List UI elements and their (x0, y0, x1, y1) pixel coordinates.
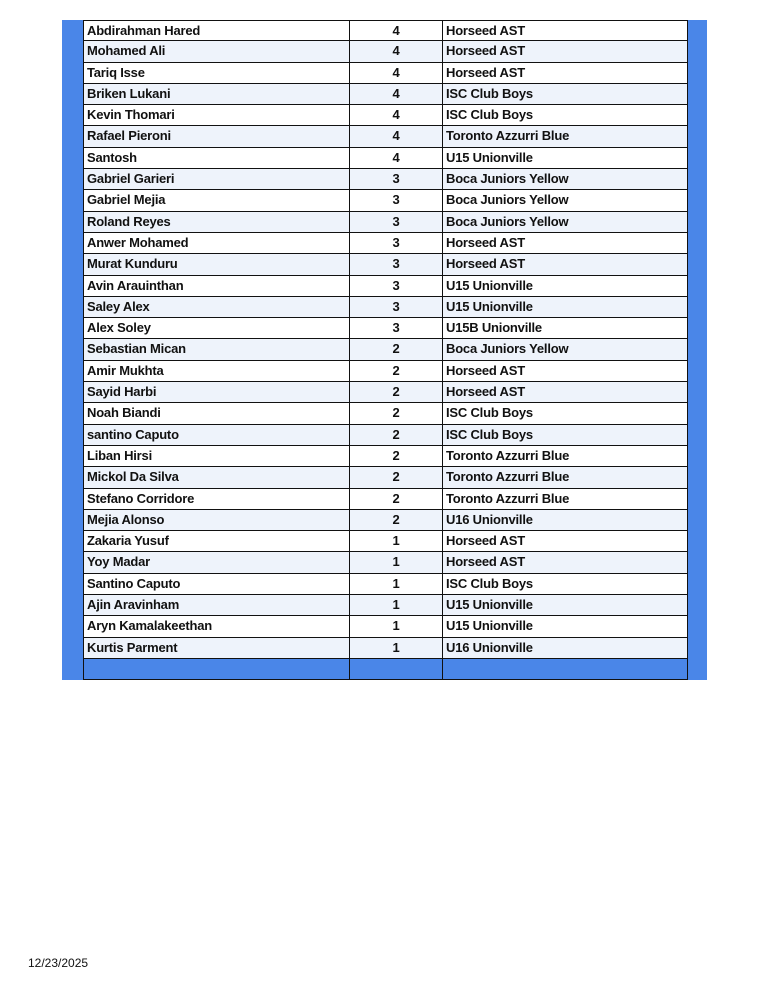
player-name-cell: Zakaria Yusuf (84, 531, 350, 552)
table-row (62, 403, 707, 424)
team-cell: Horseed AST (443, 63, 688, 84)
player-name-cell: santino Caputo (84, 425, 350, 446)
row-gutter-left (62, 489, 84, 510)
team-cell: Horseed AST (443, 552, 688, 573)
row-gutter-left (62, 318, 84, 339)
row-gutter-left (62, 190, 84, 211)
team-cell: U16 Unionville (443, 638, 688, 659)
team-cell: U15 Unionville (443, 595, 688, 616)
table-row (62, 446, 707, 467)
row-gutter-right (688, 84, 707, 105)
row-gutter-left (62, 403, 84, 424)
row-gutter-right (688, 510, 707, 531)
row-gutter-right (688, 531, 707, 552)
row-gutter-left (62, 446, 84, 467)
player-name-cell: Avin Arauinthan (84, 276, 350, 297)
team-cell: ISC Club Boys (443, 425, 688, 446)
player-name-cell: Mohamed Ali (84, 41, 350, 62)
table-row (62, 41, 707, 62)
row-gutter-right (688, 638, 707, 659)
table-row (62, 339, 707, 360)
player-name-cell: Kurtis Parment (84, 638, 350, 659)
row-gutter-right (688, 574, 707, 595)
player-name-cell: Mejia Alonso (84, 510, 350, 531)
row-gutter-right (688, 382, 707, 403)
table-footer-row (62, 659, 707, 680)
player-name-cell: Rafael Pieroni (84, 126, 350, 147)
team-cell: Horseed AST (443, 20, 688, 41)
player-name-cell: Sebastian Mican (84, 339, 350, 360)
goals-cell: 3 (350, 233, 443, 254)
team-cell: Horseed AST (443, 382, 688, 403)
table-row (62, 574, 707, 595)
team-cell: Horseed AST (443, 531, 688, 552)
goals-cell: 4 (350, 41, 443, 62)
scorers-table (62, 20, 707, 680)
row-gutter-right (688, 20, 707, 41)
goals-cell: 4 (350, 63, 443, 84)
row-gutter-left (62, 63, 84, 84)
table-row (62, 190, 707, 211)
goals-cell: 1 (350, 595, 443, 616)
goals-cell: 3 (350, 169, 443, 190)
row-gutter-left (62, 84, 84, 105)
team-cell: ISC Club Boys (443, 574, 688, 595)
row-gutter-right (688, 425, 707, 446)
table-row (62, 489, 707, 510)
table-row (62, 425, 707, 446)
goals-cell: 2 (350, 425, 443, 446)
table-row (62, 63, 707, 84)
row-gutter-right (688, 63, 707, 84)
goals-cell: 1 (350, 552, 443, 573)
table-row (62, 169, 707, 190)
row-gutter-right (688, 616, 707, 637)
goals-cell: 3 (350, 276, 443, 297)
goals-cell: 4 (350, 20, 443, 41)
goals-cell: 2 (350, 510, 443, 531)
footer-cell (443, 659, 688, 680)
team-cell: Horseed AST (443, 233, 688, 254)
row-gutter-right (688, 148, 707, 169)
player-name-cell: Murat Kunduru (84, 254, 350, 275)
player-name-cell: Aryn Kamalakeethan (84, 616, 350, 637)
goals-cell: 2 (350, 467, 443, 488)
row-gutter-left (62, 233, 84, 254)
row-gutter-left (62, 297, 84, 318)
footer-cell (350, 659, 443, 680)
row-gutter-right (688, 595, 707, 616)
row-gutter-right (688, 233, 707, 254)
table-row (62, 361, 707, 382)
team-cell: Boca Juniors Yellow (443, 169, 688, 190)
player-name-cell: Gabriel Mejia (84, 190, 350, 211)
player-name-cell: Santino Caputo (84, 574, 350, 595)
player-name-cell: Tariq Isse (84, 63, 350, 84)
player-name-cell: Stefano Corridore (84, 489, 350, 510)
row-gutter-right (688, 126, 707, 147)
row-gutter-left (62, 595, 84, 616)
row-gutter-right (688, 41, 707, 62)
team-cell: Toronto Azzurri Blue (443, 126, 688, 147)
goals-cell: 3 (350, 318, 443, 339)
team-cell: Boca Juniors Yellow (443, 339, 688, 360)
goals-cell: 3 (350, 297, 443, 318)
table-row (62, 595, 707, 616)
team-cell: Toronto Azzurri Blue (443, 489, 688, 510)
table-row (62, 212, 707, 233)
row-gutter-right (688, 254, 707, 275)
row-gutter-right (688, 318, 707, 339)
table-row (62, 148, 707, 169)
team-cell: U15 Unionville (443, 148, 688, 169)
team-cell: U15 Unionville (443, 276, 688, 297)
row-gutter-left (62, 20, 84, 41)
player-name-cell: Kevin Thomari (84, 105, 350, 126)
footer-cell (84, 659, 350, 680)
team-cell: U16 Unionville (443, 510, 688, 531)
team-cell: U15 Unionville (443, 616, 688, 637)
team-cell: Horseed AST (443, 361, 688, 382)
footer-cell (688, 659, 707, 680)
table-row (62, 254, 707, 275)
row-gutter-left (62, 531, 84, 552)
goals-cell: 2 (350, 446, 443, 467)
goals-cell: 2 (350, 489, 443, 510)
row-gutter-right (688, 297, 707, 318)
footer-cell (62, 659, 84, 680)
row-gutter-left (62, 382, 84, 403)
player-name-cell: Ajin Aravinham (84, 595, 350, 616)
row-gutter-right (688, 552, 707, 573)
player-name-cell: Santosh (84, 148, 350, 169)
player-name-cell: Mickol Da Silva (84, 467, 350, 488)
table-row (62, 297, 707, 318)
row-gutter-left (62, 339, 84, 360)
goals-cell: 3 (350, 212, 443, 233)
table-row (62, 126, 707, 147)
table-row (62, 276, 707, 297)
row-gutter-left (62, 105, 84, 126)
team-cell: U15B Unionville (443, 318, 688, 339)
row-gutter-left (62, 212, 84, 233)
row-gutter-left (62, 467, 84, 488)
row-gutter-right (688, 276, 707, 297)
goals-cell: 4 (350, 126, 443, 147)
table-row (62, 84, 707, 105)
player-name-cell: Sayid Harbi (84, 382, 350, 403)
table-row (62, 638, 707, 659)
row-gutter-left (62, 574, 84, 595)
goals-cell: 1 (350, 531, 443, 552)
player-name-cell: Gabriel Garieri (84, 169, 350, 190)
row-gutter-right (688, 361, 707, 382)
row-gutter-right (688, 446, 707, 467)
table-row (62, 510, 707, 531)
team-cell: Toronto Azzurri Blue (443, 446, 688, 467)
row-gutter-left (62, 361, 84, 382)
player-name-cell: Liban Hirsi (84, 446, 350, 467)
goals-cell: 1 (350, 574, 443, 595)
row-gutter-left (62, 638, 84, 659)
row-gutter-left (62, 276, 84, 297)
row-gutter-right (688, 169, 707, 190)
row-gutter-right (688, 212, 707, 233)
table-row (62, 531, 707, 552)
row-gutter-right (688, 403, 707, 424)
row-gutter-right (688, 105, 707, 126)
row-gutter-left (62, 510, 84, 531)
table-row (62, 467, 707, 488)
table-row (62, 616, 707, 637)
team-cell: ISC Club Boys (443, 84, 688, 105)
goals-cell: 1 (350, 616, 443, 637)
player-name-cell: Saley Alex (84, 297, 350, 318)
table-row (62, 552, 707, 573)
row-gutter-left (62, 148, 84, 169)
team-cell: Toronto Azzurri Blue (443, 467, 688, 488)
team-cell: Boca Juniors Yellow (443, 190, 688, 211)
player-name-cell: Briken Lukani (84, 84, 350, 105)
goals-cell: 3 (350, 254, 443, 275)
goals-cell: 2 (350, 382, 443, 403)
goals-cell: 2 (350, 339, 443, 360)
goals-cell: 4 (350, 84, 443, 105)
row-gutter-left (62, 169, 84, 190)
print-date: 12/23/2025 (28, 956, 89, 970)
row-gutter-right (688, 339, 707, 360)
row-gutter-right (688, 190, 707, 211)
player-name-cell: Yoy Madar (84, 552, 350, 573)
table-row (62, 105, 707, 126)
team-cell: Boca Juniors Yellow (443, 212, 688, 233)
player-name-cell: Amir Mukhta (84, 361, 350, 382)
goals-cell: 4 (350, 105, 443, 126)
goals-cell: 1 (350, 638, 443, 659)
player-name-cell: Alex Soley (84, 318, 350, 339)
goals-cell: 2 (350, 361, 443, 382)
row-gutter-left (62, 425, 84, 446)
player-name-cell: Roland Reyes (84, 212, 350, 233)
table-row (62, 20, 707, 41)
player-name-cell: Anwer Mohamed (84, 233, 350, 254)
row-gutter-right (688, 467, 707, 488)
row-gutter-left (62, 254, 84, 275)
row-gutter-left (62, 552, 84, 573)
team-cell: Horseed AST (443, 254, 688, 275)
goals-cell: 2 (350, 403, 443, 424)
row-gutter-right (688, 489, 707, 510)
row-gutter-left (62, 126, 84, 147)
table-row (62, 382, 707, 403)
team-cell: U15 Unionville (443, 297, 688, 318)
player-name-cell: Noah Biandi (84, 403, 350, 424)
goals-cell: 4 (350, 148, 443, 169)
table-row (62, 233, 707, 254)
player-name-cell: Abdirahman Hared (84, 20, 350, 41)
goals-cell: 3 (350, 190, 443, 211)
row-gutter-left (62, 41, 84, 62)
table-row (62, 318, 707, 339)
team-cell: ISC Club Boys (443, 403, 688, 424)
team-cell: Horseed AST (443, 41, 688, 62)
row-gutter-left (62, 616, 84, 637)
team-cell: ISC Club Boys (443, 105, 688, 126)
